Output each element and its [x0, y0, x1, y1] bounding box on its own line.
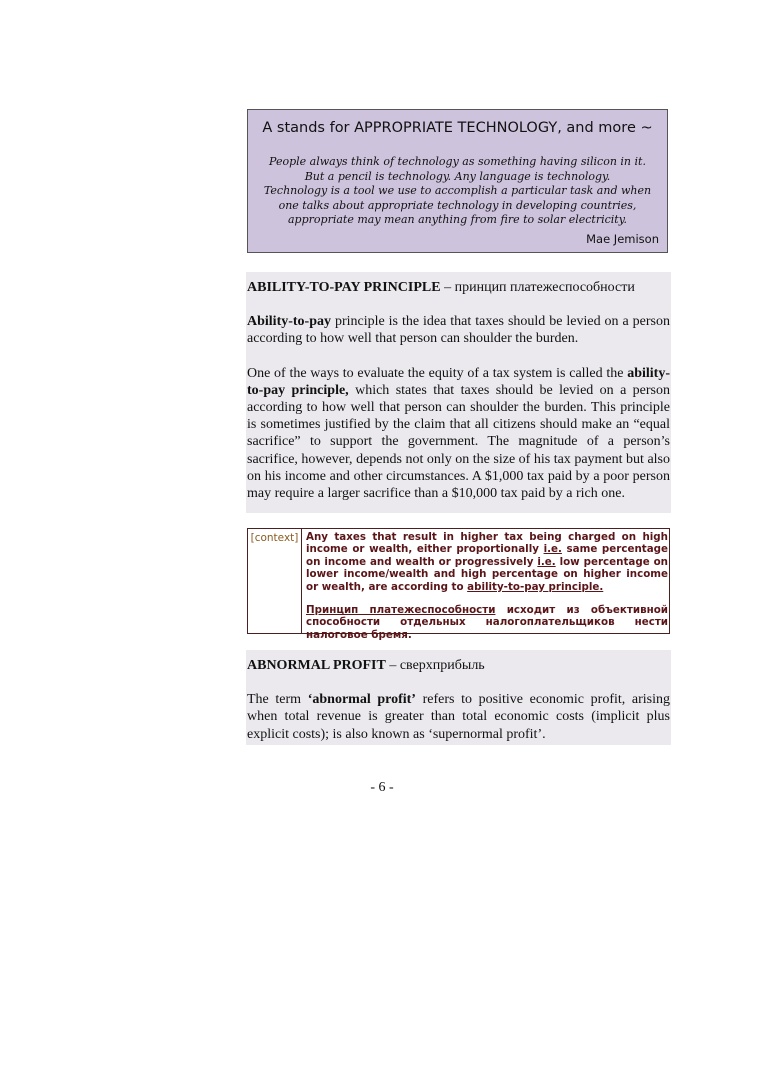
epigraph-line: one talks about appropriate technology in developing countries, [278, 198, 637, 212]
entry-term: ABNORMAL PROFIT [247, 658, 386, 673]
entry-translation: – принцип платежеспособности [440, 280, 635, 295]
glossary-entry-abnormal-profit [246, 650, 671, 745]
epigraph-line: But a pencil is technology. Any language is technology. [304, 169, 611, 183]
context-en-part: Any taxes that result in higher tax being charged on high income or wealth, either proportionally [306, 531, 668, 556]
definition-term: Ability-to-pay [247, 314, 331, 330]
entry-heading [247, 657, 670, 674]
definition-text-start: The term [247, 692, 308, 708]
context-english [306, 531, 668, 593]
context-en-part: low percentage on lower income/wealth and high percentage on higher income or wealth, are according to [306, 555, 668, 593]
explanation-text-start: One of the ways to evaluate the equity of a tax system is called the [247, 365, 628, 381]
definition-text: principle is the idea that taxes should be levied on a person according to how well that person can shoulder the burden. [247, 314, 670, 347]
glossary-entry-ability-to-pay [246, 272, 671, 513]
context-en-term: ability-to-pay principle. [467, 580, 604, 593]
context-russian [306, 604, 668, 641]
context-en-part: same percentage on income and wealth or progressively [306, 543, 668, 568]
explanation-paragraph [247, 365, 670, 503]
definition-term: ‘abnormal profit’ [307, 692, 416, 708]
context-table [247, 528, 670, 641]
epigraph-box [247, 109, 668, 253]
context-text [306, 531, 668, 641]
definition-paragraph [247, 691, 670, 743]
epigraph-text [248, 155, 667, 228]
page-number: - 6 - [370, 780, 394, 795]
epigraph-author: Mae Jemison [586, 232, 659, 246]
epigraph-line: appropriate may mean anything from fire to solar electricity. [288, 213, 627, 227]
context-en-ie: i.e. [543, 543, 562, 556]
explanation-text-rest: which states that taxes should be levied on a person according to how well that person can shoulder the burden. This principle is sometimes justified by the claim that all citizens should make an “equal sacrifice” to support the government. The magnitude of a person’s sacrifice, however, depends not only on the size of his tax payment but also on his income and other circumstances. A $1,000 tax paid by a poor person may require a larger sacrifice than a $10,000 tax paid by a rich one. [247, 382, 671, 502]
context-en-ie: i.e. [537, 555, 556, 568]
epigraph-line: People always think of technology as something having silicon in it. [269, 155, 646, 168]
entry-heading [247, 279, 670, 296]
epigraph-title: A stands for APPROPRIATE TECHNOLOGY, and more ~ [262, 120, 653, 136]
explanation-term: ability-to-pay principle, [247, 365, 670, 398]
entry-term: ABILITY-TO-PAY PRINCIPLE [247, 280, 441, 295]
definition-text: refers to positive economic profit, arising when total revenue is greater than total economic costs (implicit plus explicit costs); is also known as ‘supernormal profit’. [247, 692, 671, 742]
definition-paragraph [247, 313, 670, 347]
context-ru-text: исходит из объективной способности отдельных налогоплательщиков нести налоговое бремя. [306, 604, 668, 641]
context-ru-term: Принцип платежеспособности [306, 604, 496, 617]
entry-translation: – сверхприбыль [385, 658, 485, 673]
epigraph-line: Technology is a tool we use to accomplish a particular task and when [263, 184, 652, 198]
context-label: [context] [248, 529, 302, 633]
